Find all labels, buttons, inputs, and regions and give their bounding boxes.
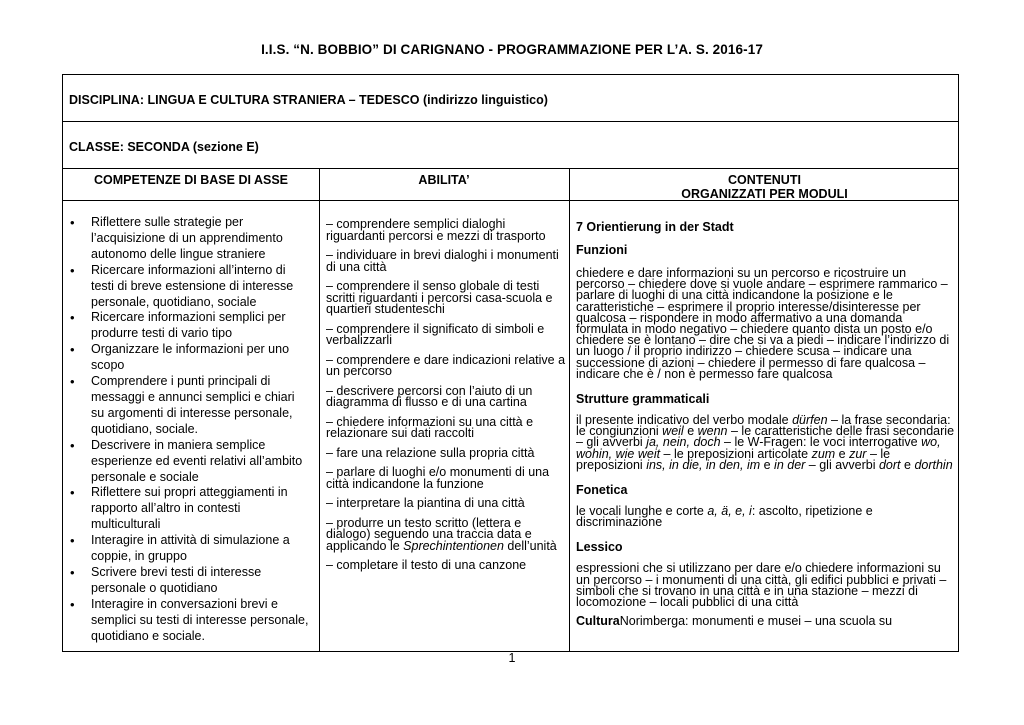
section-heading-cultura: Cultura — [576, 614, 620, 629]
abilita-item: – comprendere semplici dialoghi riguardanti percorsi e mezzi di trasporto — [326, 217, 546, 243]
text-run: – le W-Fragen: le voci interrogative — [720, 435, 922, 450]
abilita-item: – chiedere informazioni su una città e relazionare sui dati raccolti — [326, 414, 534, 440]
module-title: 7 Orientierung in der Stadt — [576, 220, 734, 234]
list-item: • Scrivere brevi testi di interesse personale o quotidiano — [69, 565, 309, 597]
header-contenuti-line2: ORGANIZZATI PER MODULI — [681, 187, 848, 201]
abilita-item — [326, 515, 566, 553]
class-row — [62, 121, 959, 169]
text-run: a, ä, e, i — [707, 504, 752, 519]
column-divider — [569, 169, 570, 651]
text-run: il presente indicativo del verbo modale — [576, 413, 793, 428]
discipline-label: DISCIPLINA: LINGUA E CULTURA STRANIERA – TEDESCO (indirizzo linguistico) — [69, 93, 548, 107]
section-heading-lessico: Lessico — [576, 540, 623, 555]
text-run: in der — [774, 457, 806, 472]
class-label: CLASSE: SECONDA (sezione E) — [69, 140, 259, 154]
abilita-item: – comprendere e dare indicazioni relative a un percorso — [326, 352, 566, 378]
lessico-text: espressioni che si utilizzano per dare e/o chiedere informazioni su un percorso – i monumenti di una città, gli edifici pubblici e privati – simboli che si trovano in una città e in una stazione – mezzi di locomozione – locali pubblici di una città — [576, 561, 947, 610]
funzioni-text: chiedere e dare informazioni su un percorso e ricostruire un percorso – chiedere dove si vuole andare – esprimere rammarico – parlare di luoghi di una città indicandone la posizione e le caratteristiche – esprimere il proprio interesse/disinteresse per qualcosa – rispondere in modo affermativo a una domanda formulata in modo negativo – chiedere quanto dista un posto e/o chiedere se è lontano – dire che si va a piedi – indicare l’indirizzo di un luogo / il proprio indirizzo – chiedere scusa – indicare una successione di azioni – chiedere il permesso di fare qualcosa – indicare che è / non è permesso fare qualcosa — [576, 266, 950, 381]
header-contenuti-line1: CONTENUTI — [728, 173, 801, 187]
text-run: e — [900, 457, 915, 472]
abilita-item: – descrivere percorsi con l’aiuto di un diagramma di flusso e di una cartina — [326, 383, 533, 409]
section-heading-fonetica: Fonetica — [576, 483, 628, 498]
text-run: zur — [849, 446, 867, 461]
competenze-list — [69, 215, 309, 644]
list-item: • Ricercare informazioni all’interno di testi di breve estensione di interesse personale, quotidiano, sociale — [69, 263, 309, 311]
text-run: e — [835, 446, 850, 461]
text-run: wenn — [697, 424, 728, 439]
text-run: – le preposizioni — [576, 446, 891, 472]
section-heading-strutture: Strutture grammaticali — [576, 392, 710, 407]
page-number: 1 — [508, 651, 516, 665]
abilita-item: – comprendere il senso globale di testi scritti riguardanti i percorsi casa-scuola e quartieri studenteschi — [326, 279, 553, 316]
contenuti-column — [576, 220, 956, 635]
abilita-item: – comprendere il significato di simboli e verbalizzarli — [326, 321, 545, 347]
discipline-row — [62, 74, 959, 122]
text-run: e — [683, 424, 698, 439]
abilita-item: – interpretare la piantina di una città — [326, 496, 525, 510]
list-item: • Riflettere sulle strategie per l’acquisizione di un apprendimento autonomo delle lingue straniere — [69, 215, 309, 263]
text-run: ja, nein, doch — [646, 435, 721, 450]
list-item: • Organizzare le informazioni per uno scopo — [69, 342, 309, 374]
text-run: – gli avverbi — [805, 457, 879, 472]
section-heading-funzioni: Funzioni — [576, 243, 628, 257]
abilita-item: – fare una relazione sulla propria città — [326, 445, 535, 460]
text-run: ins, in die, in den, im — [646, 457, 761, 472]
header-contenuti — [569, 173, 960, 201]
text-run: zum — [811, 446, 836, 461]
column-divider — [319, 169, 320, 651]
text-run: Norimberga: monumenti e musei – una scuola su — [619, 614, 893, 629]
abilita-item: – individuare in brevi dialoghi i monumenti di una città — [326, 248, 559, 274]
text-run: wo, wohin, wie weit — [576, 435, 941, 461]
page-title: I.I.S. “N. BOBBIO” DI CARIGNANO - PROGRAMMAZIONE PER L’A. S. 2016-17 — [261, 42, 763, 57]
list-item: • Descrivere in maniera semplice esperienze ed eventi relativi all’ambito personale e sociale — [69, 438, 309, 486]
abilita-item: – completare il testo di una canzone — [326, 558, 527, 572]
abilita-text: – produrre un testo scritto (lettera e dialogo) seguendo una traccia data e applicando le — [326, 515, 532, 553]
fonetica-text — [576, 506, 956, 528]
competenze-column — [69, 215, 309, 644]
abilita-text: dell’unità — [503, 538, 557, 553]
abilita-term: Sprechintentionen — [403, 538, 504, 553]
text-run: e — [760, 457, 775, 472]
text-run: weil — [662, 424, 684, 439]
text-run: dort — [878, 457, 901, 472]
text-run: le vocali lunghe e corte — [576, 504, 708, 519]
list-item: • Comprendere i punti principali di messaggi e annunci semplici e chiari su argomenti di interesse personale, quotidiano, sociale. — [69, 374, 309, 438]
list-item: • Interagire in attività di simulazione a coppie, in gruppo — [69, 533, 309, 565]
cultura-text — [576, 616, 956, 627]
list-item: • Riflettere sui propri atteggiamenti in rapporto all’altro in contesti multiculturali — [69, 485, 309, 533]
strutture-text — [576, 415, 956, 471]
list-item: • Interagire in conversazioni brevi e semplici su testi di interesse personale, quotidiano e sociale. — [69, 597, 309, 645]
text-run: : ascolto, ripetizione e discriminazione — [576, 504, 873, 530]
abilita-column — [326, 219, 566, 580]
header-abilita: ABILITA’ — [418, 173, 470, 187]
list-item: • Ricercare informazioni semplici per produrre testi di vario tipo — [69, 310, 309, 342]
text-run: – la frase secondaria: le congiunzioni — [576, 413, 951, 439]
text-run: – le caratteristiche delle frasi secondarie – gli avverbi — [576, 424, 955, 450]
abilita-item: – parlare di luoghi e/o monumenti di una città indicandone la funzione — [326, 465, 550, 491]
text-run: – le preposizioni articolate — [660, 446, 812, 461]
text-run: dorthin — [914, 457, 953, 472]
text-run: dürfen — [792, 413, 828, 428]
header-competenze: COMPETENZE DI BASE DI ASSE — [93, 173, 288, 187]
program-table — [62, 168, 959, 652]
